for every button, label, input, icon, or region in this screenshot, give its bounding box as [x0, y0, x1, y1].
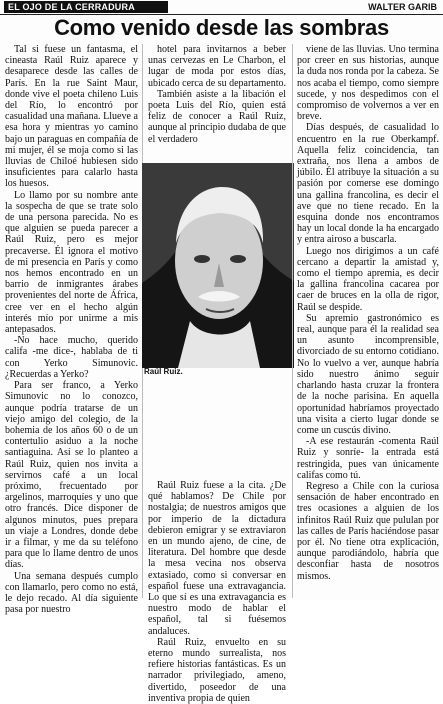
paragraph: viene de las lluvias. Uno termina por creer en sus historias, aunque la duda nos ronda por la cabeza. Se nos acaba el tiempo, como siempre sucede, y nos despedimos con el compromiso de volvernos a ver en breve.: [297, 44, 439, 123]
paragraph: Luego nos dirigimos a un café cercano a departir la amistad y, como el tiempo apremia, es decir la gallina francolina cacarea por caer de bruces en la olla de rigor, Raúl se despide.: [297, 245, 439, 313]
paragraph: -No hace mucho, querido califa -me dice-, hablaba de ti con Yerko Simunovic. ¿Recuerdas a Yerko?: [5, 335, 138, 380]
paragraph: Su apremio gastronómico es real, aunque para él la realidad sea un asunto incomprensible, divorciado de su entorno cotidiano. No lo vuelvo a ver, aunque habría sido nuestro ánimo seguir charlando hasta cruzar la frontera de la noche parisina. En aquella oportunidad habríamos proyectado una visita a cierto lugar donde se come un cuscús divino.: [297, 312, 439, 436]
paragraph: -A ese restaurán -comenta Raúl Ruiz y sonríe- la entrada está restringida, pues van únicamente califas como tú.: [297, 436, 439, 481]
column-3: [297, 44, 439, 598]
column-2-top: [148, 44, 286, 156]
paragraph: Para ser franco, a Yerko Simunovic no lo conozco, aunque podría tratarse de un viejo amigo del colegio, de la bohemia de los años 60 o de un contertulio asiduo a la noche santiaguina. Así se lo planteo a Raúl Ruiz, quien nos invita a servirnos café a un local próximo, frecuentado por argelinos, marroquíes y uno que otro francés. Dice disponer de algunos minutos, pues prepara un viaje a Londres, donde debe ir a filmar, y me da su teléfono para que lo llame dentro de unos días.: [5, 380, 138, 571]
column-1: [5, 44, 139, 616]
paragraph: Tal si fuese un fantasma, el cineasta Raúl Ruiz aparece y desaparece desde las calles de París. En la rue Saint Maur, donde vive el poeta chileno Luis del Río, lo encontró por casualidad una mañana. Llueve a esa hora y mientras yo camino bajo un paraguas en compañía de mi mujer, él se moja como si las lluvias de Chiloé hubiesen sido insuficientes para calarlo hasta los huesos.: [5, 44, 139, 190]
paragraph: Una semana después cumplo con llamarlo, pero como no está, le dejo recado. Al día siguiente pasa por nuestro: [5, 570, 138, 616]
photo-caption: Raúl Ruiz.: [144, 367, 183, 376]
paragraph: Regreso a Chile con la curiosa sensación de haber encontrado en tres ocasiones a alguien de los infinitos Raúl Ruiz que pululan por las calles de París haciéndose pasar por él. No tiene otra explicación, aunque parodiándolo, habría que desconfiar hasta de nosotros mismos.: [297, 480, 439, 582]
paragraph: Raúl Ruiz, envuelto en su eterno mundo surrealista, nos refiere historias fantásticas. Es un narrador privilegiado, ameno, divertido, poseedor de una inventiva propia de quien: [148, 636, 286, 704]
paragraph: Días después, de casualidad lo encuentro en la rue Oberkampf. Aquella feliz coincidencia, tan extraña, nos llena a ambos de júbilo. Él atribuye la situación a su pasión por comerse ese domingo una gallina francolina, es decir el ave que no tiene recado. En la esquina donde nos encontramos hay un local donde la ha encargado y entra airoso a buscarla.: [297, 122, 439, 246]
paragraph: hotel para invitarnos a beber unas cervezas en Le Charbon, el lugar de moda por estos días, ubicado cerca de su departamento.: [148, 44, 286, 89]
paragraph: Lo llamo por su nombre ante la sospecha de que se trate solo de una persona parecida. No es que alguien se pueda parecer a Raúl Ruiz, pero es mejor precaverse. Él ignora el motivo de mi presencia en París y como nos hemos encontrado en un barrio de inmigrantes árabes provenientes del norte de África, cree ver en el hecho algún interés mío por unirme a mis antepasados.: [5, 189, 138, 336]
portrait-photo: [142, 163, 294, 368]
paragraph: Raúl Ruiz fuese a la cita. ¿De qué hablamos? De Chile por nostalgia; de nuestros amigos que por imperio de la dictadura debieron emigrar y se extraviaron en un mundo ajeno, de cine, de literatura. Del hombre que desde la mesa vecina nos observa extasiado, como si conversar en español fuese una extravagancia. Lo que sí es una extravagancia es nuestro modo de hablar el español, tal si fuésemos andaluces.: [148, 480, 286, 637]
portrait-image: [142, 163, 294, 368]
author-byline: WALTER GARIB: [368, 2, 437, 12]
paragraph: También asiste a la libación el poeta Luis del Río, quien está feliz de conocer a Raúl Ruiz, aunque al principio dudaba de que el verdadero: [148, 88, 286, 145]
headline: Como venido desde las sombras: [54, 15, 389, 40]
column-divider: [292, 44, 293, 598]
column-2-bottom: [148, 480, 286, 704]
section-label: EL OJO DE LA CERRADURA: [4, 1, 168, 13]
section-bar: [0, 0, 443, 15]
